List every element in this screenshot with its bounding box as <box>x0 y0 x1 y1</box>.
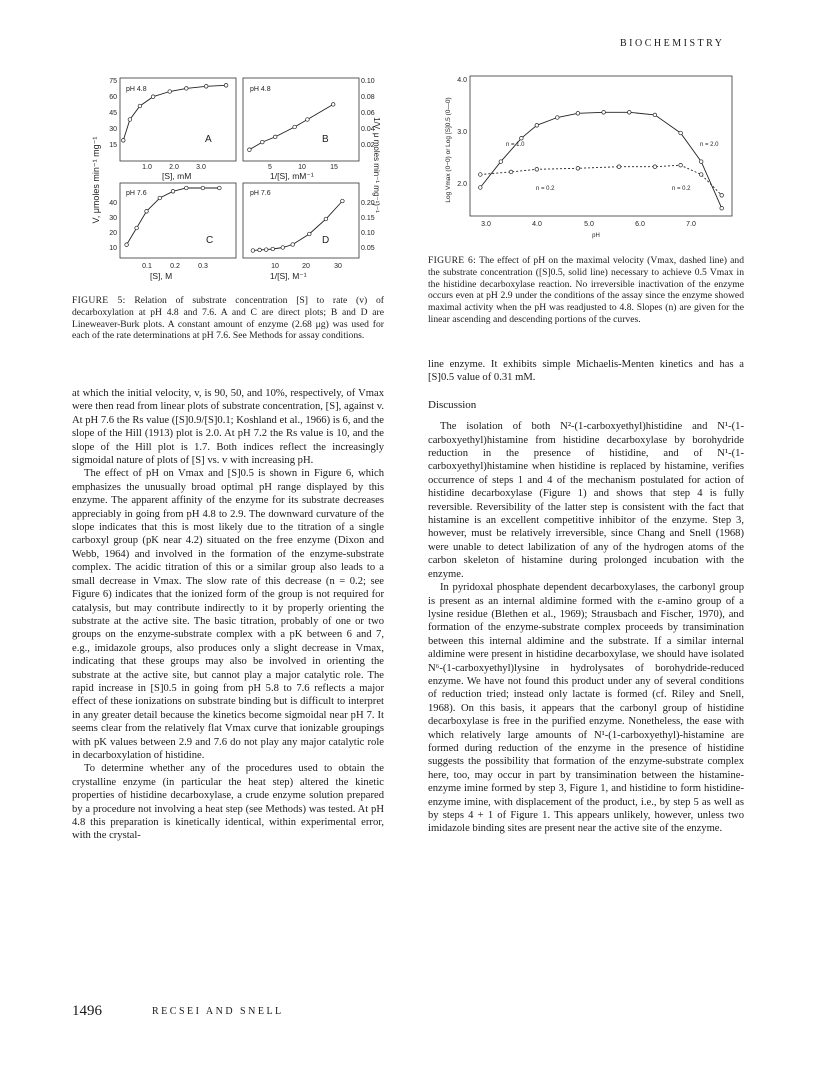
data-point <box>185 186 189 190</box>
fig6-xtick: 5.0 <box>584 221 594 228</box>
data-point <box>499 160 503 164</box>
data-point <box>535 168 539 172</box>
data-point <box>271 247 275 251</box>
fig6-xtick: 7.0 <box>686 221 696 228</box>
panel-d-xtick: 10 <box>271 263 279 270</box>
data-point <box>617 165 621 169</box>
panel-a-letter: A <box>205 134 212 145</box>
panel-a-ph: pH 4.8 <box>126 86 147 93</box>
fig6-xtick: 3.0 <box>481 221 491 228</box>
panel-d-ph: pH 7.6 <box>250 190 271 197</box>
data-point <box>251 249 255 253</box>
data-point <box>628 111 632 115</box>
right-paragraph: The isolation of both N²-(1-carboxyethyl)histidine and N¹-(1-carboxyethyl)histamine from histidine decarboxylase by borohydride reduction in the presence of histidine, and of N¹-(1-carboxyethyl)histamine when histidine is replaced by histamine, verifies occurrence of steps 1 and 4 of the mechanism postulated for action of histidine decarboxylase (Figure 1) and shows that step 4 is fully reversible. Reversibility of the latter step is consistent with the fact that histamine is an excellent competitive inhibitor of the enzyme. Step 3, however, must be relatively irreversible, since Chang and Snell (1968) were unable to detect labilization of any of the hydrogen atoms of the carbon skeleton of histamine during prolonged incubation with the enzyme. <box>428 421 744 580</box>
panel-c-xtick: 0.2 <box>170 263 180 270</box>
data-point <box>331 103 335 107</box>
running-authors: RECSEI AND SNELL <box>152 1006 284 1017</box>
panel-d-ytick: 0.20 <box>361 200 375 207</box>
panel-a-xtick: 2.0 <box>169 164 179 171</box>
data-point <box>138 104 142 108</box>
data-point <box>258 248 262 252</box>
fig6-annotation: n = 1.0 <box>506 142 525 148</box>
right-column <box>428 358 744 836</box>
figure-6-caption-text: The effect of pH on the maximal velocity (Vmax, dashed line) and the substrate concentration ([S]0.5, solid line) necessary to achieve 0.5 Vmax in the histidine decarboxylase reaction. No irreversible inactivation of the enzyme occurs even at pH 2.9 under the conditions of the assay since the enzyme showed maximal activity when the pH was readjusted to 4.8. Slopes (n) are given for the linear ascending and descending portions of the curves. <box>428 255 744 325</box>
data-point <box>479 186 483 190</box>
data-point <box>720 206 724 210</box>
data-point <box>576 112 580 116</box>
fig6-xlabel: pH <box>592 233 600 239</box>
figure-6 <box>440 70 740 250</box>
discussion-heading: Discussion <box>428 398 477 411</box>
fig6-xtick: 6.0 <box>635 221 645 228</box>
panel-d-curve <box>251 199 344 252</box>
panel-a-xlabel: [S], mM <box>162 171 192 181</box>
data-point <box>653 113 657 117</box>
data-point <box>201 186 205 190</box>
data-point <box>158 196 162 200</box>
data-point <box>171 190 175 194</box>
fig5-right-axis-label: 1/V, μ moles min⁻¹ mg⁻¹)⁻¹ <box>372 117 381 213</box>
data-point <box>308 232 312 236</box>
right-first-paragraph: line enzyme. It exhibits simple Michaelis-Menten kinetics and has a [S]0.5 value of 0.31 mM. <box>428 359 744 384</box>
panel-c-xlabel: [S], M <box>150 271 173 281</box>
left-paragraph: The effect of pH on Vmax and [S]0.5 is shown in Figure 6, which emphasizes the unusually broad optimal pH range displayed by this enzyme. The apparent affinity of the enzyme for its substrate decreases appreciably in going from pH 4.8 to 2.9. The downward curvature of the slope indicates that this is most likely due to the titration of a single carboxyl group (pK near 4.2) situated on the free enzyme (Dixon and Webb, 1964) and involved in the formation of the enzyme-substrate complex. The acidic titration of this or a similar group also leads to a small decrease in Vmax. The slow rate of this decrease (n = 0.2; see Figure 6) indicates that the ionized form of the group is not required for catalysis, but may contribute indirectly to it by properly orienting the substrate at the active site. The basic titration, probably of one or two groups on the enzyme-substrate complex with a pK between 6 and 7, e.g., imidazole groups, also produces only a slight decrease in Vmax, indicating that these groups may also be involved in orienting the substrate at the active site, but cannot play a major catalytic role. The rapid increase in [S]0.5 in going from pH 5.8 to 7.6 reflects a major effect of these ionizations on substrate binding but is difficult to interpret in any greater detail because the kinetics become sigmoidal near pH 7. It seems clear from the relatively flat Vmax curve that ionizable groupings with pK values between 2.9 and 7.6 do not play any major catalytic role in decarboxylation of histidine. <box>72 468 384 761</box>
figure-6-caption-label: FIGURE 6: <box>428 255 477 266</box>
data-point <box>293 125 297 129</box>
panel-b-ytick: 0.04 <box>361 126 375 133</box>
panel-c-ph: pH 7.6 <box>126 190 147 197</box>
panel-a-xtick: 3.0 <box>196 164 206 171</box>
data-point <box>699 173 703 177</box>
fig6-annotation: n = 2.0 <box>700 142 719 148</box>
data-point <box>291 243 295 247</box>
left-paragraph: To determine whether any of the procedures used to obtain the crystalline enzyme (in particular the heat step) altered the kinetic properties of histidine decarboxylase, a crude enzyme solution prepared by a procedure not involving a heat step (see Methods) was tested. At pH 4.8 this preparation is kinetically identical, within experimental error, with the crystal- <box>72 763 384 842</box>
data-point <box>653 165 657 169</box>
panel-d-ytick: 0.10 <box>361 230 375 237</box>
panel-d <box>243 183 375 281</box>
data-point <box>168 90 172 94</box>
panel-a-xtick: 1.0 <box>142 164 152 171</box>
panel-b-ytick: 0.02 <box>361 142 375 149</box>
figure-5 <box>90 70 380 290</box>
panel-d-xtick: 30 <box>334 263 342 270</box>
figure-5-caption-text: Relation of substrate concentration [S] to rate (v) of decarboxylation at pH 4.8 and 7.6. A and C are direct plots; B and D are Lineweaver-Burk plots. A constant amount of enzyme (2.68 μg) was used for each of the rate determinations at pH 7.6. See Methods for assay conditions. <box>72 295 384 342</box>
data-point <box>341 199 345 203</box>
data-point <box>151 95 155 99</box>
panel-c-ytick: 40 <box>109 200 117 207</box>
panel-b-ytick: 0.06 <box>361 110 375 117</box>
fig5-left-axis-label: V, μmoles min⁻¹ mg⁻¹ <box>91 136 101 224</box>
panel-a-ytick: 75 <box>109 78 117 85</box>
data-point <box>679 131 683 135</box>
fig6-ytick: 3.0 <box>457 129 467 136</box>
data-point <box>306 118 310 122</box>
panel-b-ytick: 0.10 <box>361 78 375 85</box>
panel-b-xtick: 15 <box>330 164 338 171</box>
data-point <box>576 167 580 171</box>
panel-c-ytick: 20 <box>109 230 117 237</box>
panel-a <box>109 78 236 181</box>
panel-c-ytick: 10 <box>109 245 117 252</box>
data-point <box>261 140 265 144</box>
data-point <box>224 84 228 88</box>
panel-d-xtick: 20 <box>302 263 310 270</box>
panel-b-xtick: 10 <box>298 164 306 171</box>
fig6-ytick: 2.0 <box>457 181 467 188</box>
data-point <box>281 246 285 250</box>
figure-5-caption <box>72 295 384 342</box>
left-paragraph: at which the initial velocity, v, is 90, 50, and 10%, respectively, of Vmax were then read from linear plots of substrate concentration, [S], against v. At pH 7.6 the Rs value ([S]0.9/[S]0.1; Koshland et al., 1966) is 6, and the slope of the Hill (1913) plot is 2.0. At pH 7.2 the Rs value is 10, and the slope of the Hill plot is 1.7. Both indices reflect the increasingly sigmoidal nature of plots of [S] vs. v with increasing pH. <box>72 388 384 467</box>
data-point <box>602 111 606 115</box>
panel-b-ph: pH 4.8 <box>250 86 271 93</box>
panel-b-letter: B <box>322 134 329 145</box>
right-paragraph: In pyridoxal phosphate dependent decarboxylases, the carbonyl group is present as an internal aldimine formed with the ε-amino group of a lysine residue (Blethen et al., 1969); Strausbach and Fischer, 1970), and formation of the enzyme-substrate complex proceeds by transimination between this internal aldimine and the substrate. If a similar internal aldimine were present in histidine decarboxylase, we should have isolated N⁶-(1-carboxyethyl)lysine in hydrolysates of borohydride-reduced enzyme. We have not found this product under any of several conditions of reduction tried; instead only lactate is formed (cf. Riley and Snell, 1968). On this basis, it appears that the carbonyl group of histidine decarboxylase is free in the purified enzyme. Nonetheless, the ease with which relatively large amounts of N¹-(1-carboxyethyl)-histamine are formed during reduction of the enzyme in the presence of histidine suggests the possibility that formation of the enzyme-substrate complex here, too, may occur in part by transimination between the histamine-enzyme imine formed by step 3, Figure 1, and histidine to form histidine-enzyme imine, with displacement of the product, i.e., by step 5 as well as by steps 4 + 1 of Figure 1. This appears unlikely, however, unless two imidazole binding sites are present near the active site of the enzyme. <box>428 582 744 835</box>
data-point <box>720 194 724 198</box>
data-point <box>125 243 129 247</box>
data-point <box>204 85 208 89</box>
data-point <box>273 135 277 139</box>
data-point <box>556 116 560 120</box>
panel-c-letter: C <box>206 235 214 246</box>
data-point <box>324 217 328 221</box>
panel-d-ytick: 0.15 <box>361 215 375 222</box>
data-point <box>479 173 483 177</box>
fig6-curves <box>479 111 724 211</box>
data-point <box>135 226 139 230</box>
panel-c-xtick: 0.3 <box>198 263 208 270</box>
data-point <box>520 136 524 140</box>
data-point <box>264 248 268 252</box>
data-point <box>218 186 222 190</box>
panel-d-xlabel: 1/[S], M⁻¹ <box>270 271 307 281</box>
data-point <box>185 87 189 91</box>
data-point <box>535 124 539 128</box>
panel-a-ytick: 30 <box>109 126 117 133</box>
panel-a-ytick: 15 <box>109 142 117 149</box>
fig6-ytick: 4.0 <box>457 77 467 84</box>
figure-6-caption <box>428 255 744 326</box>
fig6-annotation: n = 0.2 <box>672 186 691 192</box>
panel-d-ytick: 0.05 <box>361 245 375 252</box>
panel-b-xlabel: 1/[S], mM⁻¹ <box>270 171 314 181</box>
panel-c <box>109 183 236 281</box>
panel-d-letter: D <box>322 235 330 246</box>
fig6-annotation: n = 0.2 <box>536 186 555 192</box>
data-point <box>145 210 149 214</box>
panel-c-ytick: 30 <box>109 215 117 222</box>
series-line <box>123 85 226 140</box>
panel-b <box>243 78 375 181</box>
data-point <box>699 160 703 164</box>
journal-header: BIOCHEMISTRY <box>620 38 725 49</box>
data-point <box>248 148 252 152</box>
data-point <box>509 170 513 174</box>
series-line <box>480 112 721 208</box>
panel-a-ytick: 45 <box>109 110 117 117</box>
panel-a-ytick: 60 <box>109 94 117 101</box>
fig6-ylabel: Log Vmax (0−0) or Log [S]0.5 (0—0) <box>445 97 452 203</box>
data-point <box>679 163 683 167</box>
data-point <box>128 118 132 122</box>
figure-5-caption-label: FIGURE 5: <box>72 295 126 306</box>
panel-c-xtick: 0.1 <box>142 263 152 270</box>
panel-b-ytick: 0.08 <box>361 94 375 101</box>
left-column <box>72 387 384 843</box>
fig6-xtick: 4.0 <box>532 221 542 228</box>
panel-b-xtick: 5 <box>268 164 272 171</box>
data-point <box>122 139 126 143</box>
page-number: 1496 <box>72 1003 102 1019</box>
